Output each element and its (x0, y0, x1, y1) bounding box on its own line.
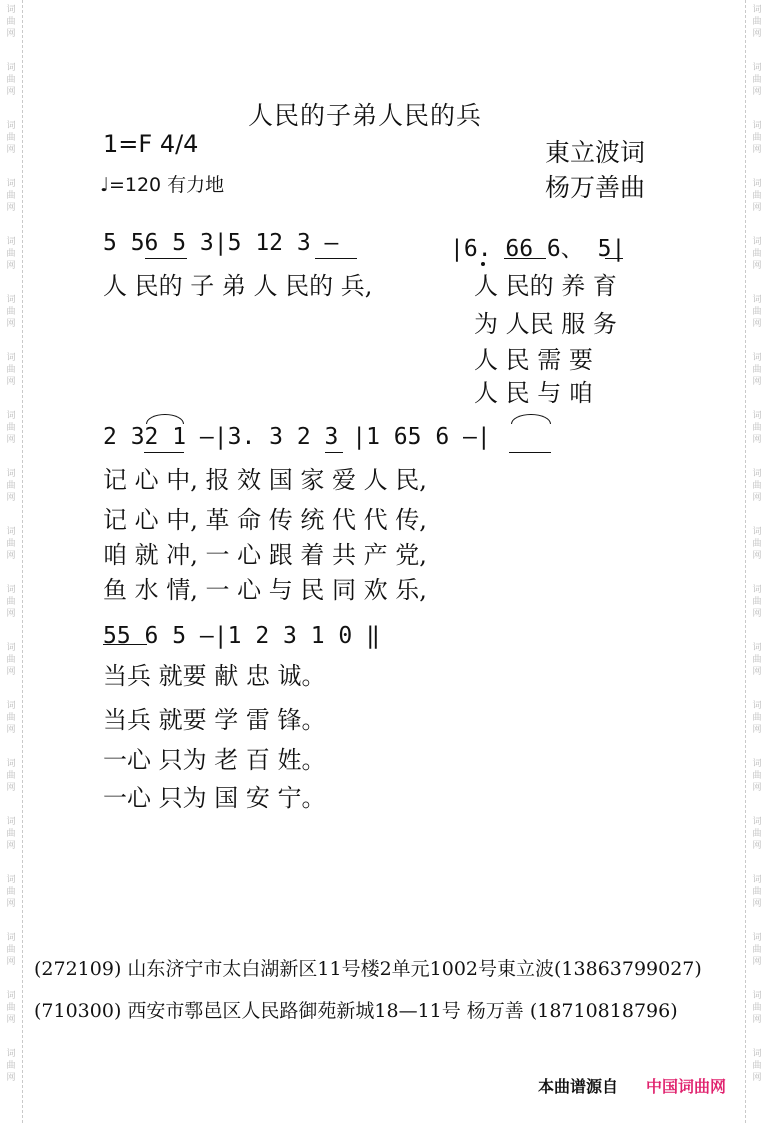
watermark-text: 词 曲 网 (6, 759, 16, 793)
watermark-text: 词 曲 网 (6, 5, 16, 39)
composer-credit: 杨万善曲 (545, 173, 646, 202)
notation-line: 55 6 5 —|1 2 3 1 0 ‖ (103, 623, 380, 649)
watermark-text: 词 曲 网 (6, 585, 16, 619)
watermark-text: 词 曲 网 (752, 701, 762, 735)
beam-underline (504, 258, 546, 259)
watermark-text: 词 曲 网 (6, 237, 16, 271)
right-watermark-strip (745, 0, 768, 1123)
key-signature: 1=F 4/4 (103, 130, 199, 158)
watermark-text: 词 曲 网 (752, 643, 762, 677)
watermark-text: 词 曲 网 (6, 469, 16, 503)
beam-underline (325, 452, 343, 453)
watermark-text: 词 曲 网 (6, 121, 16, 155)
lyricist-credit: 東立波词 (545, 138, 646, 167)
beam-underline (315, 258, 357, 259)
tempo-marking: ♩=120 有力地 (100, 174, 225, 196)
lyric-line: 为 人民 服 务 (474, 310, 617, 338)
watermark-text: 词 曲 网 (6, 1049, 16, 1083)
watermark-text: 词 曲 网 (752, 527, 762, 561)
notation-line: 2 32 1 —|3. 3 2 3 |1 65 6 —| (103, 424, 491, 450)
watermark-text: 词 曲 网 (752, 353, 762, 387)
beam-underline (103, 644, 147, 645)
watermark-text: 词 曲 网 (752, 63, 762, 97)
watermark-text: 词 曲 网 (752, 469, 762, 503)
site-link[interactable]: 中国词曲网 (646, 1077, 727, 1096)
lyric-line: 记 心 中, 报 效 国 家 爱 人 民, (103, 466, 427, 494)
slur-mark (146, 414, 184, 424)
contact-address: (710300) 西安市鄠邑区人民路御苑新城18—11号 杨万善 (18710818796) (34, 1000, 678, 1022)
song-title: 人民的子弟人民的兵 (248, 101, 483, 130)
left-watermark-strip (0, 0, 23, 1123)
lyric-line: 鱼 水 情, 一 心 与 民 同 欢 乐, (103, 576, 427, 604)
lyric-line: 一心 只为 老 百 姓。 (103, 746, 326, 774)
watermark-text: 词 曲 网 (6, 991, 16, 1025)
lyric-line: 当兵 就要 献 忠 诚。 (103, 662, 326, 690)
lyric-line: 一心 只为 国 安 宁。 (103, 784, 326, 812)
lyric-line: 人 民的 子 弟 人 民的 兵, (103, 272, 373, 300)
slur-mark (511, 414, 551, 424)
notation-line: 5 56 5 3|5 12 3 — (103, 230, 339, 256)
lyric-line: 咱 就 冲, 一 心 跟 着 共 产 党, (103, 541, 427, 569)
watermark-text: 词 曲 网 (6, 933, 16, 967)
watermark-text: 词 曲 网 (6, 63, 16, 97)
watermark-text: 词 曲 网 (6, 527, 16, 561)
beam-underline (605, 258, 623, 259)
watermark-text: 词 曲 网 (6, 179, 16, 213)
beam-underline (145, 258, 187, 259)
watermark-text: 词 曲 网 (752, 759, 762, 793)
watermark-text: 词 曲 网 (6, 817, 16, 851)
contact-address: (272109) 山东济宁市太白湖新区11号楼2单元1002号東立波(13863799027) (34, 958, 702, 980)
lyric-line: 记 心 中, 革 命 传 统 代 代 传, (103, 506, 427, 534)
watermark-text: 词 曲 网 (752, 295, 762, 329)
watermark-text: 词 曲 网 (752, 875, 762, 909)
watermark-text: 词 曲 网 (6, 353, 16, 387)
lyric-line: 人 民 与 咱 (474, 379, 593, 407)
watermark-text: 词 曲 网 (6, 875, 16, 909)
watermark-text: 词 曲 网 (6, 701, 16, 735)
watermark-text: 词 曲 网 (6, 411, 16, 445)
watermark-text: 词 曲 网 (752, 5, 762, 39)
watermark-text: 词 曲 网 (752, 585, 762, 619)
lyric-line: 人 民的 养 育 (474, 272, 617, 300)
watermark-text: 词 曲 网 (6, 295, 16, 329)
watermark-text: 词 曲 网 (752, 179, 762, 213)
watermark-text: 词 曲 网 (6, 643, 16, 677)
lyric-line: 人 民 需 要 (474, 346, 593, 374)
watermark-text: 词 曲 网 (752, 991, 762, 1025)
lyric-line: 当兵 就要 学 雷 锋。 (103, 706, 326, 734)
watermark-text: 词 曲 网 (752, 1049, 762, 1083)
watermark-text: 词 曲 网 (752, 411, 762, 445)
watermark-text: 词 曲 网 (752, 237, 762, 271)
beam-underline (509, 452, 551, 453)
watermark-text: 词 曲 网 (752, 933, 762, 967)
watermark-text: 词 曲 网 (752, 121, 762, 155)
source-label: 本曲谱源自 (538, 1077, 619, 1096)
beam-underline (144, 452, 184, 453)
watermark-text: 词 曲 网 (752, 817, 762, 851)
notation-line: |6. 66 6、 5| (450, 236, 626, 262)
